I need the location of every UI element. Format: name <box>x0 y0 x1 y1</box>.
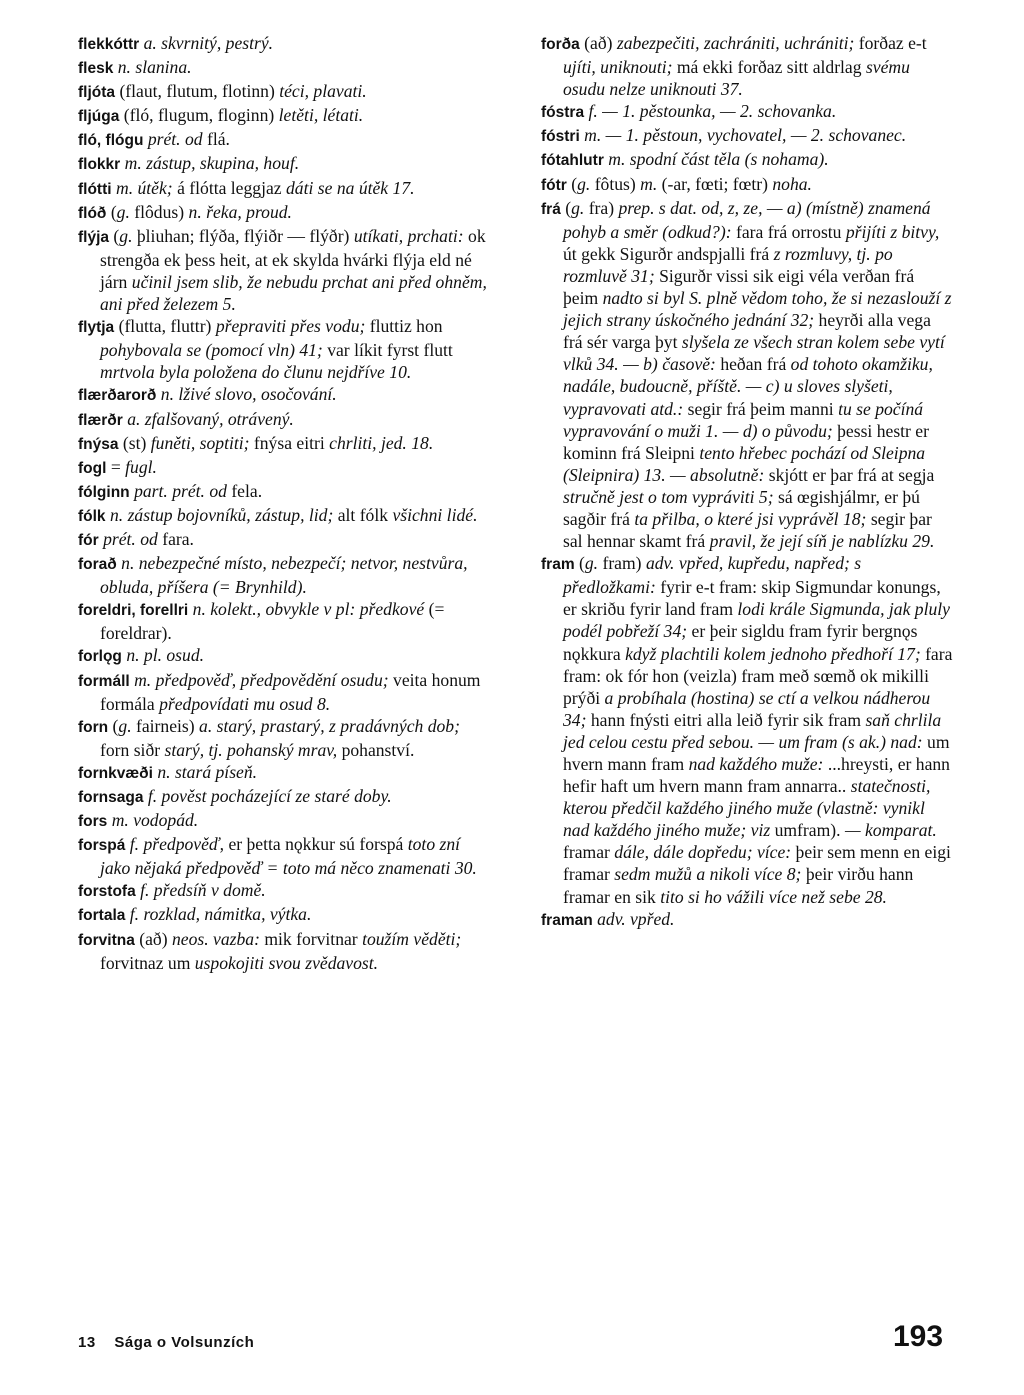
translation-text: neos. vazba: <box>171 928 265 949</box>
headword: flytja <box>78 319 115 337</box>
dictionary-entry <box>78 456 490 480</box>
translation-text: g. <box>584 553 603 574</box>
source-text: ( <box>110 201 117 222</box>
source-text: forn siðr <box>100 739 165 760</box>
translation-text: ujíti, uniknouti; <box>563 57 677 78</box>
source-text: þliuhan; flýða, flýiðr — flýðr) <box>136 225 354 246</box>
translation-text: prét. od <box>103 528 163 549</box>
translation-text: tento hřebec pochází od Sleipna (Sleipnira) 13. — absolutně: <box>563 442 926 485</box>
right-column <box>541 32 953 932</box>
source-text: flôdus) <box>134 201 189 222</box>
translation-text: z rozmluvy, tj. po rozmluvě 31; <box>563 243 893 286</box>
headword: fóstra <box>541 104 585 122</box>
translation-text: letěti, létati. <box>278 105 364 126</box>
translation-text: adv. vpřed. <box>597 908 675 929</box>
translation-text: funěti, soptiti; <box>150 432 254 453</box>
translation-text: g. <box>119 225 137 246</box>
translation-text: toto zní jako nějaká předpověď = toto má něco znamenati 30. <box>100 834 477 879</box>
source-text: veita honum formála <box>100 669 481 714</box>
dictionary-entry <box>78 785 490 809</box>
dictionary-entry <box>78 56 490 80</box>
source-text: forðaz e-t <box>858 33 927 53</box>
headword: fólginn <box>78 483 130 501</box>
dictionary-entry <box>78 32 490 56</box>
dictionary-entry <box>78 152 490 176</box>
translation-text: noha. <box>772 173 812 194</box>
translation-text: pravil, že její síň je nablízku 29. <box>709 531 935 552</box>
headword: forstofa <box>78 883 136 901</box>
source-text: umfram). <box>774 820 845 841</box>
source-text: (fló, flugum, floginn) <box>123 105 279 126</box>
headword: fótr <box>541 176 567 194</box>
translation-text: f. rozklad, námitka, výtka. <box>129 904 312 925</box>
translation-text: od tohoto okamžiku, nadále, budoucně, příště. — c) u sloves slyšeti, vypravovati atd.: <box>563 354 933 419</box>
source-text: á flótta leggjaz <box>177 177 286 198</box>
translation-text: uspokojiti svou zvědavost. <box>194 952 379 973</box>
translation-text: g. <box>577 173 595 194</box>
source-text: (st) <box>122 432 151 453</box>
page-footer <box>78 1334 254 1351</box>
dictionary-entry <box>78 903 490 927</box>
source-text: alt fólk <box>337 504 393 525</box>
translation-text: toužím věděti; <box>362 928 462 949</box>
translation-text: všichni lidé. <box>392 504 478 525</box>
translation-text: učinil jsem slib, že nebudu prchat ani před ohněm, ani před železem 5. <box>100 271 487 315</box>
translation-text: zabezpečiti, zachrániti, uchrániti; <box>616 33 859 53</box>
translation-text: a. zfalšovaný, otrávený. <box>127 408 294 429</box>
source-text: ok strengða ek þess heit, at ek skylda hvárki flýja eld né járn <box>100 225 486 292</box>
source-text: ( <box>571 173 578 194</box>
headword: foreldri, forellri <box>78 602 189 620</box>
source-text: fela. <box>231 480 263 501</box>
source-text: ( <box>579 553 585 574</box>
translation-text: pohybovala se (pomocí vln) 41; <box>100 340 328 361</box>
dictionary-entry <box>78 432 490 456</box>
source-text: fara frá orrostu <box>735 221 846 242</box>
translation-text: sedm mužů a nikoli více 8; <box>614 864 806 885</box>
headword: framan <box>541 911 593 929</box>
translation-text: g. <box>571 197 589 218</box>
translation-text: — komparat. <box>844 820 937 841</box>
headword: forvitna <box>78 931 135 949</box>
headword: flýja <box>78 228 110 246</box>
dictionary-entry <box>78 225 490 315</box>
dictionary-entry <box>78 201 490 225</box>
translation-text: přepraviti přes vodu; <box>215 316 370 337</box>
source-text: segir þar sal hennar skamt frá <box>563 508 932 552</box>
source-text: þessi hestr er kominn frá Sleipni <box>563 420 929 463</box>
source-text: ( <box>112 715 119 736</box>
dictionary-entry <box>541 173 953 197</box>
dictionary-entry <box>541 197 953 553</box>
source-text: heyrði alla vega frá sér varga þyt <box>563 310 931 353</box>
source-text: ( <box>113 225 120 246</box>
source-text: mik forvitnar <box>264 928 363 949</box>
dictionary-entry <box>78 104 490 128</box>
translation-text: dáti se na útěk 17. <box>286 177 415 198</box>
headword: fors <box>78 813 108 831</box>
source-text: fram) <box>602 553 646 574</box>
source-text: er þeir sigldu fram fyrir bergnǫs nǫkkura <box>563 621 918 664</box>
headword: forspá <box>78 837 126 855</box>
headword: flóð <box>78 204 107 222</box>
dictionary-entry <box>78 598 490 644</box>
translation-text: svému osudu nelze uniknouti 37. <box>563 57 910 100</box>
source-text: út gekk Sigurðr andspjalli frá <box>563 243 774 264</box>
dictionary-entry <box>78 80 490 104</box>
translation-text: g. <box>118 715 136 736</box>
translation-text: m. útěk; <box>115 177 178 198</box>
translation-text: m. spodní část těla (s nohama). <box>608 149 829 170</box>
source-text: heðan frá <box>720 354 791 375</box>
translation-text: n. řeka, proud. <box>188 201 292 222</box>
source-text: þeir sem menn en eigi framar <box>563 842 951 885</box>
headword: flótti <box>78 180 112 198</box>
translation-text: statečnosti, kterou předčil každého jiného muže (vlastně: vynikl nad každého jiného muže; viz <box>563 776 931 841</box>
translation-text: m. <box>640 173 662 194</box>
translation-text: a. skvrnitý, pestrý. <box>143 33 274 53</box>
headword: flokkr <box>78 156 121 174</box>
headword: fram <box>541 556 575 574</box>
translation-text: ta přilba, o které jsi vyprávěl 18; <box>634 508 871 529</box>
dictionary-entry <box>541 124 953 148</box>
source-text: fara. <box>162 528 194 549</box>
translation-text: n. slanina. <box>117 57 192 78</box>
book-title: Sága o Volsunzích <box>114 1334 255 1351</box>
translation-text: když plachtili kolem jednoho předhoří 17; <box>625 643 926 664</box>
translation-text: adv. vpřed, kupředu, napřed; s předložkami: <box>563 553 862 598</box>
source-text: fnýsa eitri <box>253 432 330 453</box>
translation-text: saň chrlila jed celou cestu před sebou. — um fram (s ak.) nad: <box>563 709 942 752</box>
translation-text: n. stará píseň. <box>157 761 258 782</box>
page-number: 193 <box>893 1320 944 1353</box>
source-text: ( <box>565 197 572 218</box>
headword: fortala <box>78 907 126 925</box>
headword: fótahlutr <box>541 152 604 170</box>
dictionary-entry <box>78 761 490 785</box>
translation-text: nad každého muže: <box>688 754 828 774</box>
translation-text: n. pl. osud. <box>126 645 205 666</box>
translation-text: téci, plavati. <box>279 81 367 102</box>
translation-text: n. nebezpečné místo, nebezpečí; netvor, nestvůra, obluda, příšera (= Brynhild). <box>100 553 468 598</box>
translation-text: fugl. <box>125 456 157 477</box>
translation-text: a probíhala (hostina) se ctí a velkou nádherou 34; <box>563 687 931 730</box>
dictionary-entry <box>541 552 953 908</box>
headword: fóstri <box>541 128 580 146</box>
translation-text: prep. s dat. od, z, ze, — a) (místně) znamená pohyb a směr (odkud?): <box>563 197 931 242</box>
headword: flesk <box>78 60 114 78</box>
source-text: fra) <box>588 197 619 218</box>
source-text: pohanství. <box>341 739 415 760</box>
dictionary-entry <box>78 928 490 974</box>
source-text: þeir virðu hann framar en sik <box>563 864 914 907</box>
headword: fló, flógu <box>78 132 144 150</box>
source-text: framar <box>563 842 615 863</box>
dictionary-entry <box>78 383 490 407</box>
dictionary-entry <box>78 879 490 903</box>
translation-text: utíkati, prchati: <box>353 225 469 246</box>
source-text: (= foreldrar). <box>100 599 445 644</box>
translation-text: přijíti z bitvy, <box>845 221 940 242</box>
translation-text: n. lživé slovo, osočování. <box>160 384 337 405</box>
translation-text: f. předsíň v domě. <box>140 880 266 901</box>
source-text: sá œgishjálmr, er þú sagðir frá <box>563 486 920 529</box>
dictionary-entry <box>78 644 490 668</box>
headword: fnýsa <box>78 435 119 453</box>
translation-text: nadto si byl S. plně vědom toho, že si nezaslouží z jejich strany úskočného jednání 32; <box>563 288 952 331</box>
headword: flekkóttr <box>78 36 140 53</box>
dictionary-entry <box>78 669 490 715</box>
headword: fólk <box>78 507 106 525</box>
translation-text: part. prét. od <box>134 480 232 501</box>
translation-text: g. <box>116 201 135 222</box>
dictionary-entry <box>78 480 490 504</box>
source-text: má ekki forðaz sitt aldrlag <box>676 57 866 78</box>
dictionary-entry <box>78 408 490 432</box>
translation-text: mrtvola byla položena do člunu nejdříve 10. <box>100 362 412 383</box>
translation-text: m. zástup, skupina, houf. <box>124 153 300 174</box>
dictionary-entry <box>541 908 953 932</box>
translation-text: a. starý, prastarý, z pradávných dob; <box>199 715 460 736</box>
source-text: forvitnaz um <box>100 952 195 973</box>
translation-text: tito si ho vážili více než sebe 28. <box>660 886 887 907</box>
translation-text: tu se počíná vypravování o muži 1. — d) o původu; <box>563 398 924 441</box>
headword: fljúga <box>78 108 120 126</box>
source-text: fairneis) <box>136 715 200 736</box>
headword: fornsaga <box>78 789 144 806</box>
source-text: ...hreysti, er hann hefir haft um hvern mann fram annarra.. <box>563 754 950 797</box>
dictionary-entry <box>541 100 953 124</box>
dictionary-entry <box>78 809 490 833</box>
dictionary-entry <box>78 715 490 761</box>
dictionary-entry <box>78 833 490 879</box>
dictionary-entry <box>541 32 953 100</box>
translation-text: m. předpověď, předpovědění osudu; <box>134 669 394 690</box>
source-text: (flaut, flutum, flotinn) <box>119 81 280 102</box>
source-text: fara fram: ok fór hon (veizla) fram með sœmð ok mikilli prýði <box>563 643 953 708</box>
headword: fogl <box>78 459 107 477</box>
source-text: Sigurðr vissi sik eigi véla verðan frá þeim <box>563 265 915 309</box>
source-text: flá. <box>206 129 230 150</box>
translation-text: lodi krále Sigmunda, jak pluly podél pobřeží 34; <box>563 599 950 642</box>
headword: flærðr <box>78 411 123 429</box>
translation-text: prét. od <box>147 129 207 150</box>
translation-text: předpovídati mu osud 8. <box>159 693 331 714</box>
source-text: (-ar, fœti; fœtr) <box>661 173 773 194</box>
source-text: (flutta, fluttr) <box>118 316 216 337</box>
translation-text: chrliti, jed. 18. <box>329 432 434 453</box>
source-text: hann fnýsti eitri alla leið fyrir sik fram <box>590 709 866 730</box>
dictionary-entry <box>78 128 490 152</box>
source-text: (að) <box>584 33 617 53</box>
translation-text: f. pověst pocházející ze staré doby. <box>147 786 392 806</box>
translation-text: m. vodopád. <box>111 810 199 831</box>
source-text: segir frá þeim manni <box>687 398 839 419</box>
translation-text: stručně jest o tom vypráviti 5; <box>563 486 778 507</box>
headword: forað <box>78 556 117 574</box>
dictionary-entry <box>541 148 953 172</box>
dictionary-entry <box>78 504 490 528</box>
source-text: um hvern mann fram <box>563 731 950 774</box>
headword: forða <box>541 36 580 53</box>
dictionary-entry <box>78 552 490 598</box>
source-text: = <box>110 456 126 477</box>
source-text: fyrir e-t fram: skip Sigmundar konungs, er skriðu fyrir land fram <box>563 577 941 620</box>
source-text: var líkit fyrst flutt <box>327 340 453 361</box>
translation-text: slyšela ze všech stran kolem sebe vytí vlků 34. — b) časově: <box>563 332 945 375</box>
source-text: fluttiz hon <box>369 316 443 337</box>
source-text: er þetta nǫkkur sú forspá <box>228 834 408 855</box>
source-text: fôtus) <box>594 173 641 194</box>
source-text: (að) <box>139 928 172 949</box>
headword: fór <box>78 531 99 549</box>
source-text: skjótt er þar frá at segja <box>768 464 935 485</box>
headword: frá <box>541 200 561 218</box>
translation-text: f. předpověď, <box>129 834 229 855</box>
dictionary-entry <box>78 315 490 383</box>
translation-text: dále, dále dopředu; více: <box>614 842 796 863</box>
headword: flærðarorð <box>78 387 157 405</box>
signature-mark: 13 <box>78 1334 96 1351</box>
translation-text: n. zástup bojovníků, zástup, lid; <box>109 504 338 525</box>
headword: forlǫg <box>78 648 122 666</box>
headword: forn <box>78 718 109 736</box>
translation-text: f. — 1. pěstounka, — 2. schovanka. <box>588 101 837 122</box>
headword: fornkvæði <box>78 764 153 782</box>
translation-text: starý, tj. pohanský mrav, <box>164 739 342 760</box>
headword: fljóta <box>78 84 116 102</box>
translation-text: n. kolekt., obvykle v pl: předkové <box>192 599 429 620</box>
headword: formáll <box>78 672 130 690</box>
translation-text: m. — 1. pěstoun, vychovatel, — 2. schovanec. <box>584 125 907 146</box>
dictionary-entry <box>78 177 490 201</box>
left-column <box>78 32 490 974</box>
dictionary-entry <box>78 528 490 552</box>
